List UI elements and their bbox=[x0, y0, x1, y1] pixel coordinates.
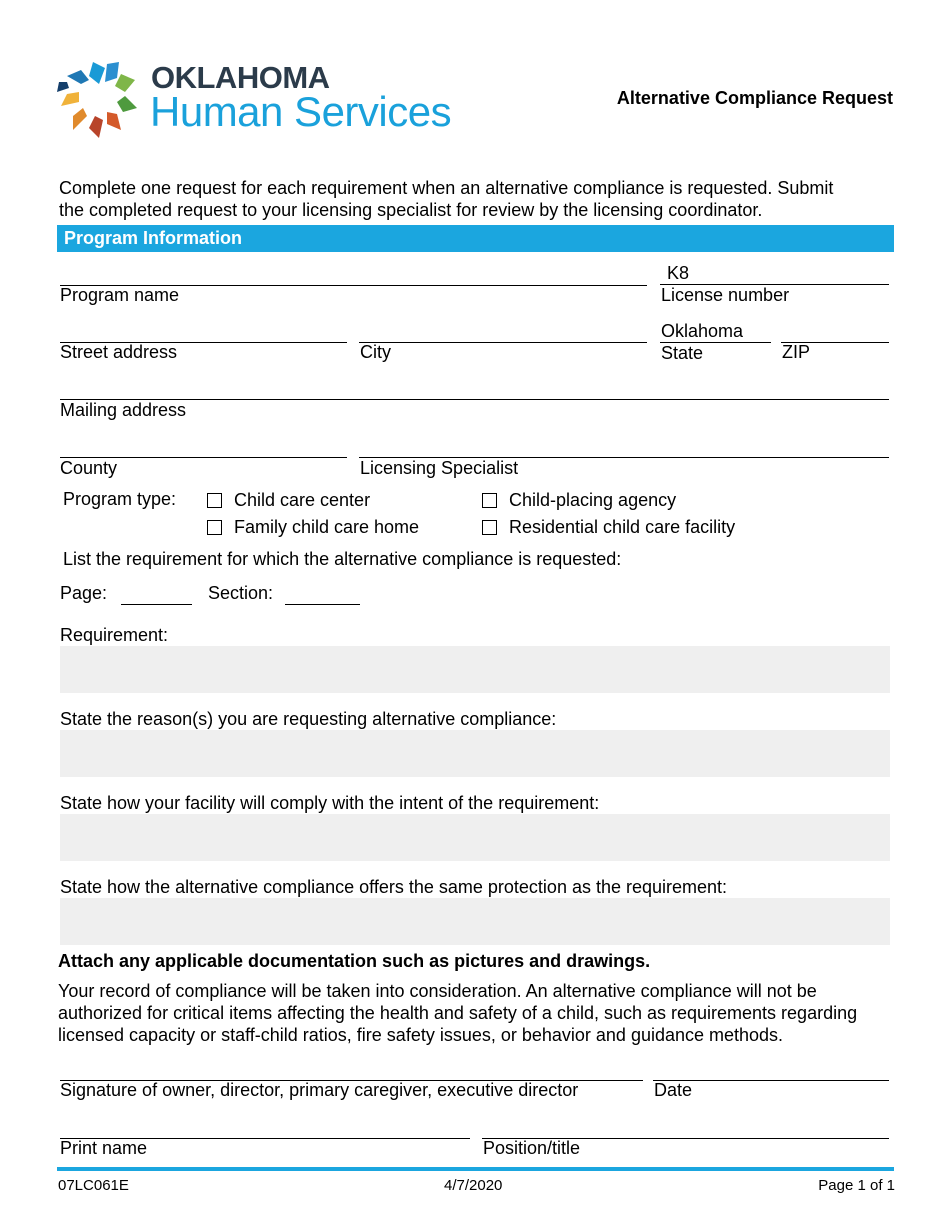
mailing-address-label: Mailing address bbox=[60, 400, 187, 420]
option-label: Family child care home bbox=[234, 517, 420, 537]
requirement-label: Requirement: bbox=[60, 625, 169, 645]
attach-documentation-note: Attach any applicable documentation such as pictures and drawings. bbox=[58, 951, 651, 971]
page-input[interactable] bbox=[122, 583, 190, 603]
zip-label: ZIP bbox=[782, 342, 811, 362]
option-family-child-care-home[interactable] bbox=[206, 517, 466, 539]
option-residential-child-care-facility[interactable] bbox=[481, 517, 781, 539]
state-input[interactable]: Oklahoma bbox=[661, 321, 744, 341]
star-logo-icon bbox=[55, 58, 139, 144]
street-address-label: Street address bbox=[60, 342, 178, 362]
state-label: State bbox=[661, 343, 704, 363]
street-address-input[interactable] bbox=[62, 321, 342, 341]
date-label: Date bbox=[654, 1080, 693, 1100]
protection-textarea[interactable] bbox=[60, 898, 890, 945]
notice-line-3: licensed capacity or staff-child ratios, fire safety issues, or behavior and guidance methods. bbox=[58, 1025, 784, 1045]
agency-logo bbox=[55, 58, 465, 148]
section-line bbox=[285, 604, 360, 605]
position-label: Position/title bbox=[483, 1138, 581, 1158]
program-name-input[interactable] bbox=[62, 264, 642, 284]
footer-rule bbox=[57, 1167, 894, 1171]
checkbox-family-child-care-home[interactable] bbox=[207, 520, 222, 535]
mailing-address-input[interactable] bbox=[62, 378, 887, 398]
page-label: Page: bbox=[60, 583, 108, 603]
reason-textarea[interactable] bbox=[60, 730, 890, 777]
city-label: City bbox=[360, 342, 391, 362]
intro-line-1: Complete one request for each requirement when an alternative compliance is requested. Submit bbox=[59, 178, 834, 198]
comply-textarea[interactable] bbox=[60, 814, 890, 861]
option-label: Child-placing agency bbox=[509, 490, 677, 510]
program-information-header bbox=[57, 225, 894, 252]
print-name-field[interactable] bbox=[60, 1116, 470, 1138]
checkbox-child-care-center[interactable] bbox=[207, 493, 222, 508]
option-child-placing-agency[interactable] bbox=[481, 490, 781, 512]
protection-label: State how the alternative compliance offers the same protection as the requirement: bbox=[60, 877, 728, 897]
option-label: Residential child care facility bbox=[509, 517, 736, 537]
option-label: Child care center bbox=[234, 490, 371, 510]
license-number-input[interactable]: K8 bbox=[667, 263, 690, 283]
page-line bbox=[121, 604, 192, 605]
section-label: Section: bbox=[208, 583, 274, 603]
signature-field[interactable] bbox=[60, 1058, 643, 1080]
date-field[interactable] bbox=[653, 1058, 889, 1080]
form-title: Alternative Compliance Request bbox=[616, 88, 893, 108]
logo-line2: Human Services bbox=[150, 88, 452, 135]
logo-line1: OKLAHOMA bbox=[151, 60, 330, 95]
option-child-care-center[interactable] bbox=[206, 490, 466, 512]
position-field[interactable] bbox=[482, 1116, 889, 1138]
intro-line-2: the completed request to your licensing specialist for review by the licensing coordinator. bbox=[59, 200, 763, 220]
program-type-label: Program type: bbox=[63, 489, 177, 509]
zip-input[interactable] bbox=[783, 321, 883, 341]
notice-line-2: authorized for critical items affecting the health and safety of a child, such as requirements regarding bbox=[58, 1003, 858, 1023]
checkbox-child-placing-agency[interactable] bbox=[482, 493, 497, 508]
licensing-specialist-input[interactable] bbox=[362, 436, 887, 456]
city-input[interactable] bbox=[362, 321, 642, 341]
notice-line-1: Your record of compliance will be taken into consideration. An alternative compliance will not be bbox=[58, 981, 817, 1001]
county-input[interactable] bbox=[62, 436, 342, 456]
section-title: Program Information bbox=[64, 228, 243, 248]
licensing-specialist-label: Licensing Specialist bbox=[360, 458, 519, 478]
form-code: 07LC061E bbox=[58, 1177, 129, 1194]
requirement-list-prompt: List the requirement for which the alternative compliance is requested: bbox=[63, 549, 622, 569]
comply-label: State how your facility will comply with the intent of the requirement: bbox=[60, 793, 600, 813]
county-label: County bbox=[60, 458, 118, 478]
revision-date: 4/7/2020 bbox=[444, 1177, 503, 1194]
city-line bbox=[359, 342, 647, 343]
requirement-textarea[interactable] bbox=[60, 646, 890, 693]
reason-label: State the reason(s) you are requesting alternative compliance: bbox=[60, 709, 557, 729]
print-name-label: Print name bbox=[60, 1138, 148, 1158]
section-input[interactable] bbox=[286, 583, 358, 603]
license-number-label: License number bbox=[661, 285, 790, 305]
checkbox-residential-child-care-facility[interactable] bbox=[482, 520, 497, 535]
signature-label: Signature of owner, director, primary caregiver, executive director bbox=[60, 1080, 579, 1100]
page-number: Page 1 of 1 bbox=[818, 1177, 895, 1194]
program-name-label: Program name bbox=[60, 285, 180, 305]
